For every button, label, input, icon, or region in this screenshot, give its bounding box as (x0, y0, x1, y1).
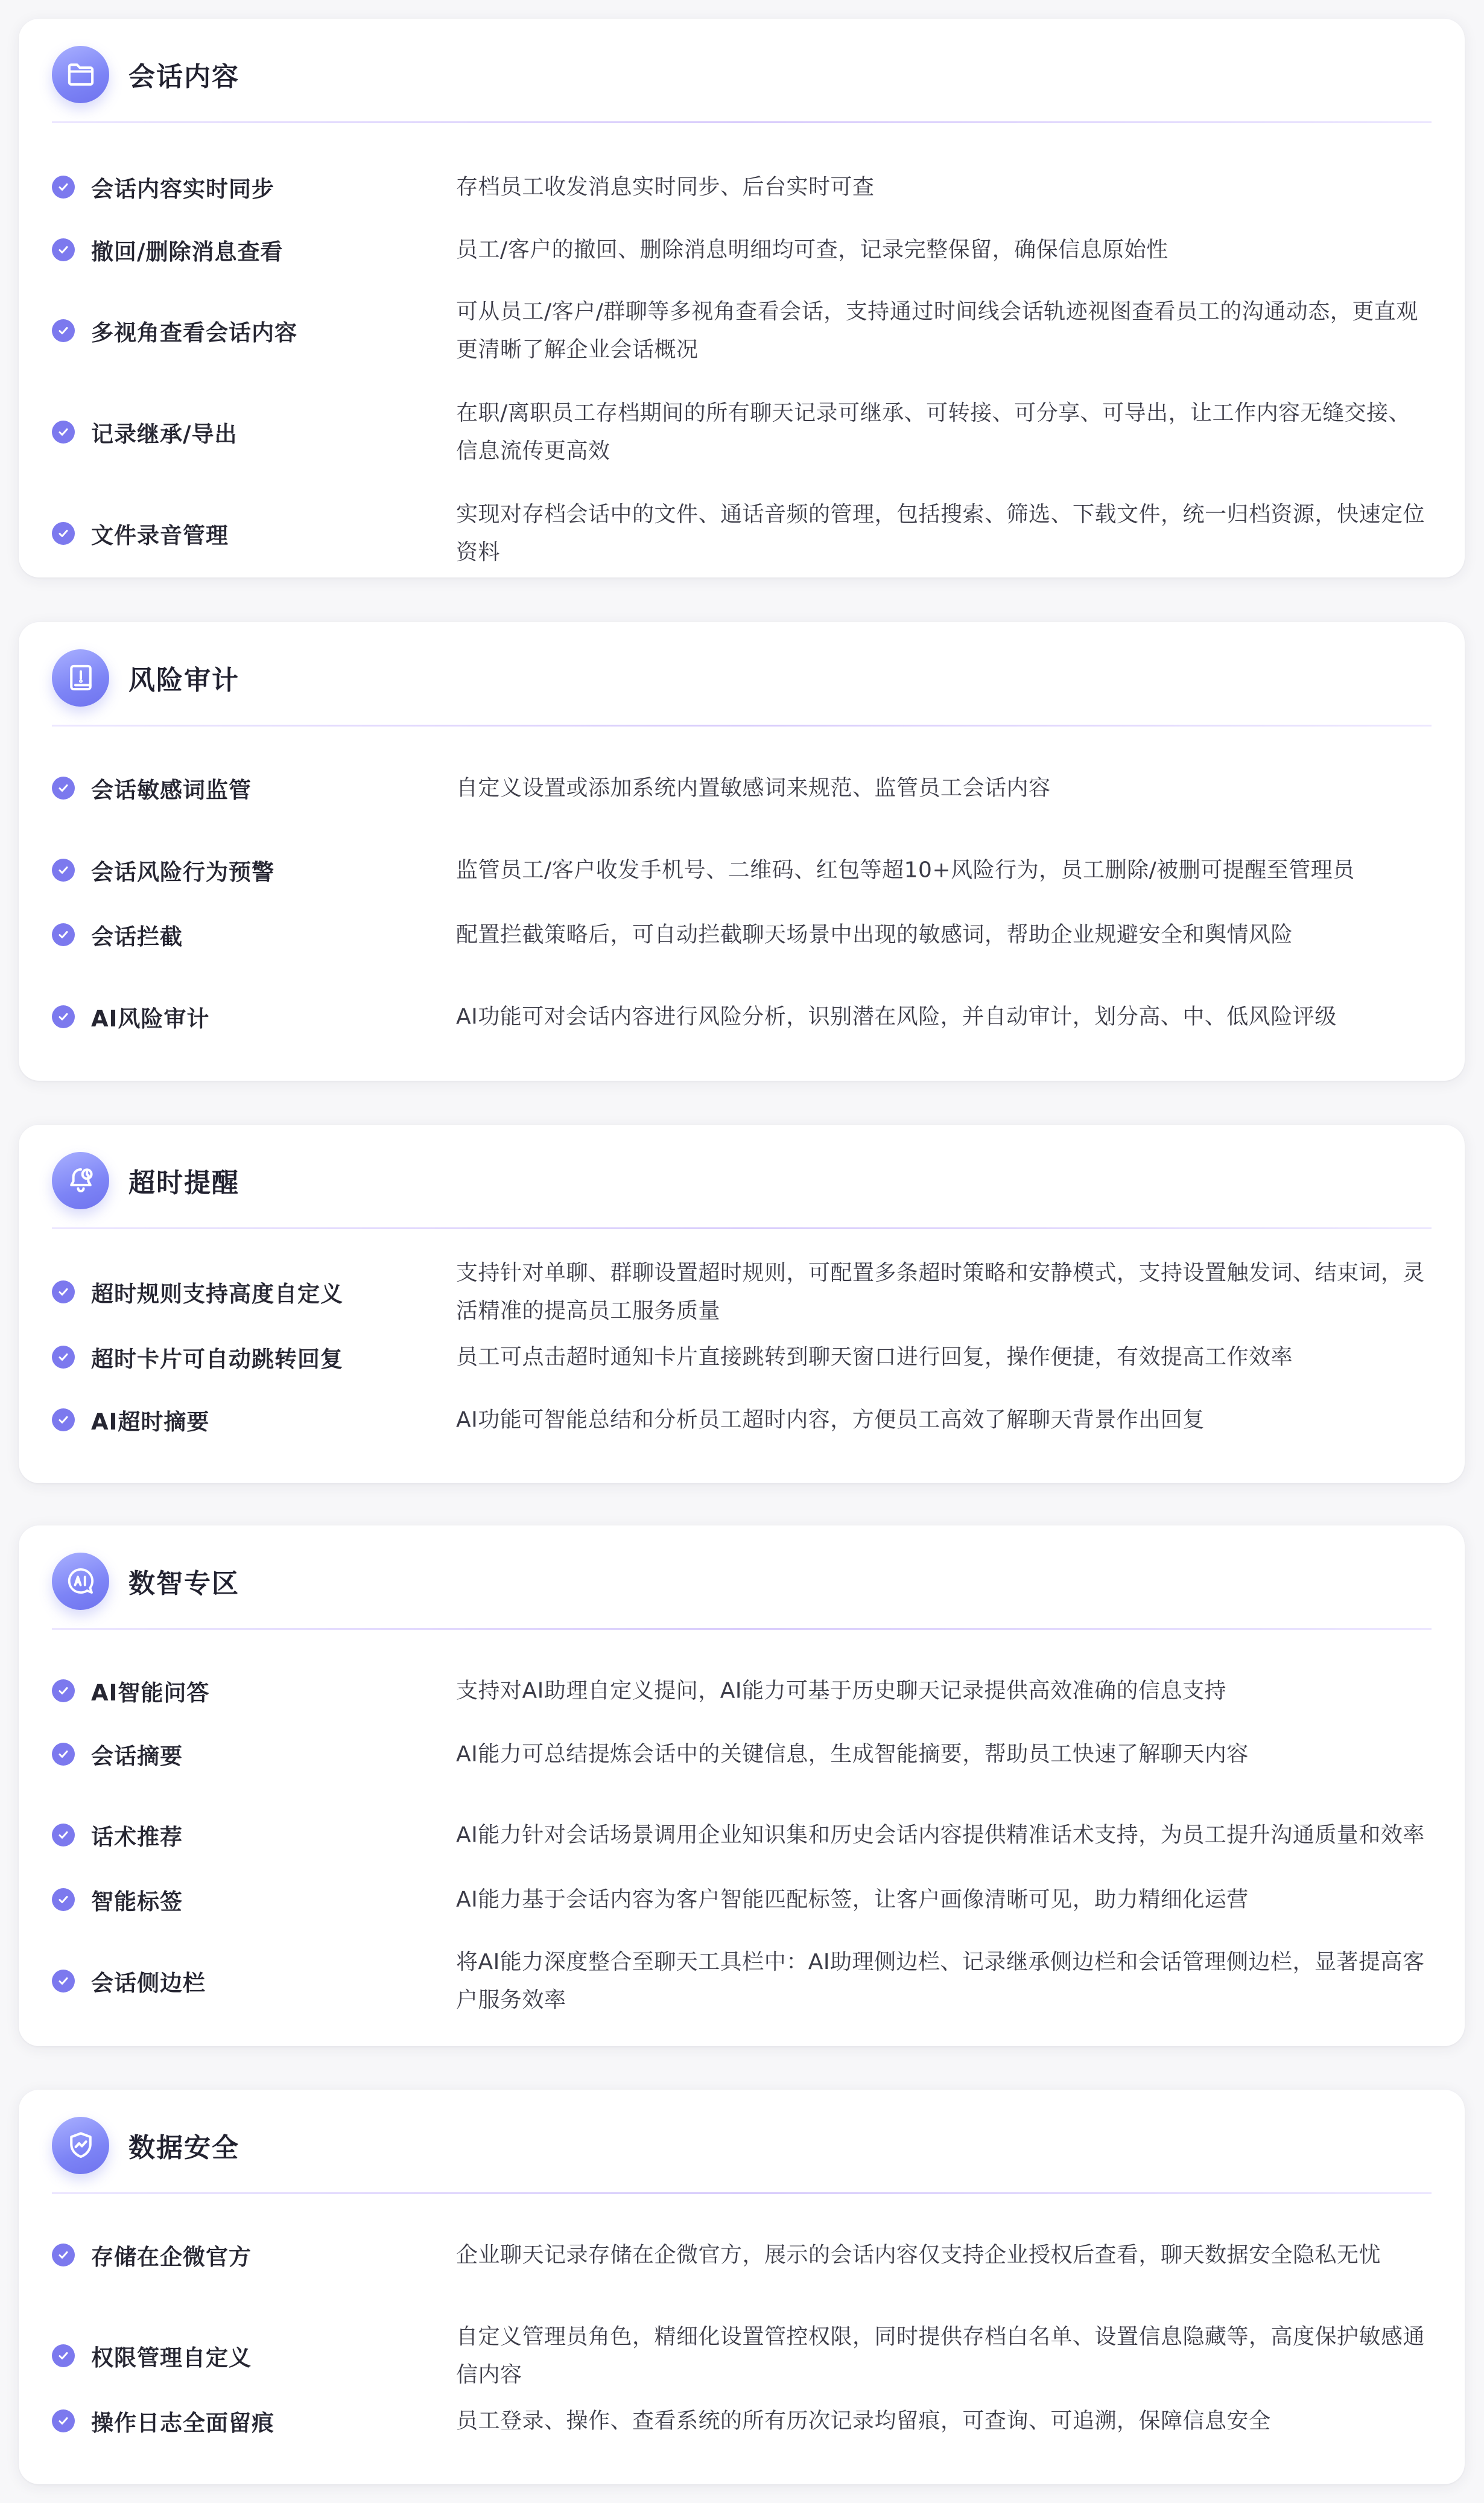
feature-name: 操作日志全面留痕 (91, 2410, 274, 2436)
feature-name: 会话摘要 (91, 1743, 183, 1769)
feature-row (19, 273, 1465, 388)
feature-name: 话术推荐 (91, 1824, 183, 1850)
section-header (52, 2115, 239, 2175)
section-header (52, 647, 239, 708)
section-header (52, 1150, 239, 1210)
check-icon (52, 2344, 75, 2367)
feature-description: 自定义设置或添加系统内置敏感词来规范、监管员工会话内容 (456, 775, 1051, 801)
feature-row (19, 2198, 1465, 2312)
section-divider (52, 1628, 1432, 1630)
alert-book-icon (52, 649, 109, 707)
feature-row (19, 1924, 1465, 2038)
check-icon (52, 2409, 75, 2432)
feature-row (19, 375, 1465, 489)
feature-name: 记录继承/导出 (91, 421, 238, 447)
feature-description: 支持对AI助理自定义提问，AI能力可基于历史聊天记录提供高效准确的信息支持 (456, 1678, 1226, 1703)
check-icon (52, 176, 75, 199)
check-icon (52, 1280, 75, 1303)
feature-description: AI功能可对会话内容进行风险分析，识别潜在风险，并自动审计，划分高、中、低风险评级 (456, 1004, 1337, 1029)
feature-description: 监管员工/客户收发手机号、二维码、红包等超10+风险行为，员工删除/被删可提醒至管理员 (456, 857, 1355, 883)
section-title: 超时提醒 (128, 1168, 239, 1198)
feature-description: 企业聊天记录存储在企微官方，展示的会话内容仅支持企业授权后查看，聊天数据安全隐私无忧 (456, 2242, 1381, 2268)
check-icon (52, 777, 75, 800)
check-icon (52, 522, 75, 545)
feature-name: 存储在企微官方 (91, 2244, 252, 2270)
feature-row (19, 2382, 1465, 2460)
feature-name: 会话拦截 (91, 924, 183, 950)
section-card-data-security (19, 2090, 1465, 2484)
feature-description: AI能力针对会话场景调用企业知识集和历史会话内容提供精准话术支持，为员工提升沟通质量和效率 (456, 1822, 1425, 1848)
feature-description: 员工登录、操作、查看系统的所有历次记录均留痕，可查询、可追溯，保障信息安全 (456, 2408, 1271, 2434)
feature-description: AI能力基于会话内容为客户智能匹配标签，让客户画像清晰可见，助力精细化运营 (456, 1887, 1249, 1912)
feature-name: 会话侧边栏 (91, 1970, 206, 1996)
feature-name: 会话内容实时同步 (91, 176, 274, 202)
check-icon (52, 1743, 75, 1766)
feature-row (19, 959, 1465, 1074)
check-icon (52, 421, 75, 444)
feature-description: AI功能可智能总结和分析员工超时内容，方便员工高效了解聊天背景作出回复 (456, 1407, 1205, 1433)
feature-description: 员工/客户的撤回、删除消息明细均可查，记录完整保留，确保信息原始性 (456, 237, 1168, 262)
feature-description: 存档员工收发消息实时同步、后台实时可查 (456, 174, 875, 200)
feature-description: 支持针对单聊、群聊设置超时规则，可配置多条超时策略和安静模式，支持设置触发词、结束词，灵活精准的提高员工服务质量 (456, 1261, 1425, 1323)
feature-name: 超时卡片可自动跳转回复 (91, 1346, 343, 1372)
feature-row (19, 1381, 1465, 1459)
feature-name: AI智能问答 (91, 1680, 210, 1706)
feature-description: 在职/离职员工存档期间的所有聊天记录可继承、可转接、可分享、可导出，让工作内容无缝交接、信息流传更高效 (456, 401, 1411, 463)
feature-name: 权限管理自定义 (91, 2345, 252, 2371)
section-divider (52, 725, 1432, 727)
feature-name: AI超时摘要 (91, 1409, 210, 1435)
check-icon (52, 1408, 75, 1431)
feature-description: 自定义管理员角色，精细化设置管控权限，同时提供存档白名单、设置信息隐藏等，高度保护敏感通信内容 (456, 2324, 1425, 2387)
check-icon (52, 319, 75, 342)
shield-trend-icon (52, 2117, 109, 2174)
check-icon (52, 1970, 75, 1993)
section-header (52, 44, 239, 104)
feature-name: 会话敏感词监管 (91, 777, 252, 803)
ai-chat-icon (52, 1553, 109, 1610)
section-title: 会话内容 (128, 62, 239, 92)
section-card-conversation-content (19, 19, 1465, 577)
section-card-ai-zone (19, 1525, 1465, 2046)
section-header (52, 1551, 239, 1611)
feature-description: 将AI能力深度整合至聊天工具栏中：AI助理侧边栏、记录继承侧边栏和会话管理侧边栏，显著提高客户服务效率 (456, 1950, 1425, 2012)
check-icon (52, 1679, 75, 1702)
feature-name: 超时规则支持高度自定义 (91, 1281, 343, 1307)
feature-description: 员工可点击超时通知卡片直接跳转到聊天窗口进行回复，操作便捷，有效提高工作效率 (456, 1344, 1293, 1370)
feature-name: 会话风险行为预警 (91, 859, 274, 885)
section-card-timeout-reminder (19, 1125, 1465, 1483)
check-icon (52, 1888, 75, 1911)
check-icon (52, 1005, 75, 1028)
section-title: 数据安全 (128, 2132, 239, 2163)
feature-name: 智能标签 (91, 1889, 183, 1915)
section-title: 数智专区 (128, 1568, 239, 1599)
section-divider (52, 2192, 1432, 2194)
check-icon (52, 238, 75, 261)
feature-description: 实现对存档会话中的文件、通话音频的管理，包括搜索、筛选、下载文件，统一归档资源，快速定位资料 (456, 502, 1425, 565)
feature-name: 文件录音管理 (91, 523, 229, 549)
feature-name: 撤回/删除消息查看 (91, 239, 284, 265)
section-divider (52, 1227, 1432, 1229)
section-card-risk-audit (19, 622, 1465, 1081)
check-icon (52, 1346, 75, 1369)
feature-row (19, 476, 1465, 591)
folder-icon (52, 46, 109, 103)
bell-clock-icon (52, 1152, 109, 1209)
feature-name: 多视角查看会话内容 (91, 320, 297, 346)
section-divider (52, 121, 1432, 123)
feature-name: AI风险审计 (91, 1006, 210, 1032)
check-icon (52, 923, 75, 946)
feature-description: 配置拦截策略后，可自动拦截聊天场景中出现的敏感词，帮助企业规避安全和舆情风险 (456, 922, 1293, 947)
check-icon (52, 2244, 75, 2266)
feature-description: 可从员工/客户/群聊等多视角查看会话，支持通过时间线会话轨迹视图查看员工的沟通动态，更直观更清晰了解企业会话概况 (456, 299, 1418, 362)
check-icon (52, 1824, 75, 1846)
section-title: 风险审计 (128, 665, 239, 696)
check-icon (52, 859, 75, 882)
feature-description: AI能力可总结提炼会话中的关键信息，生成智能摘要，帮助员工快速了解聊天内容 (456, 1741, 1249, 1767)
